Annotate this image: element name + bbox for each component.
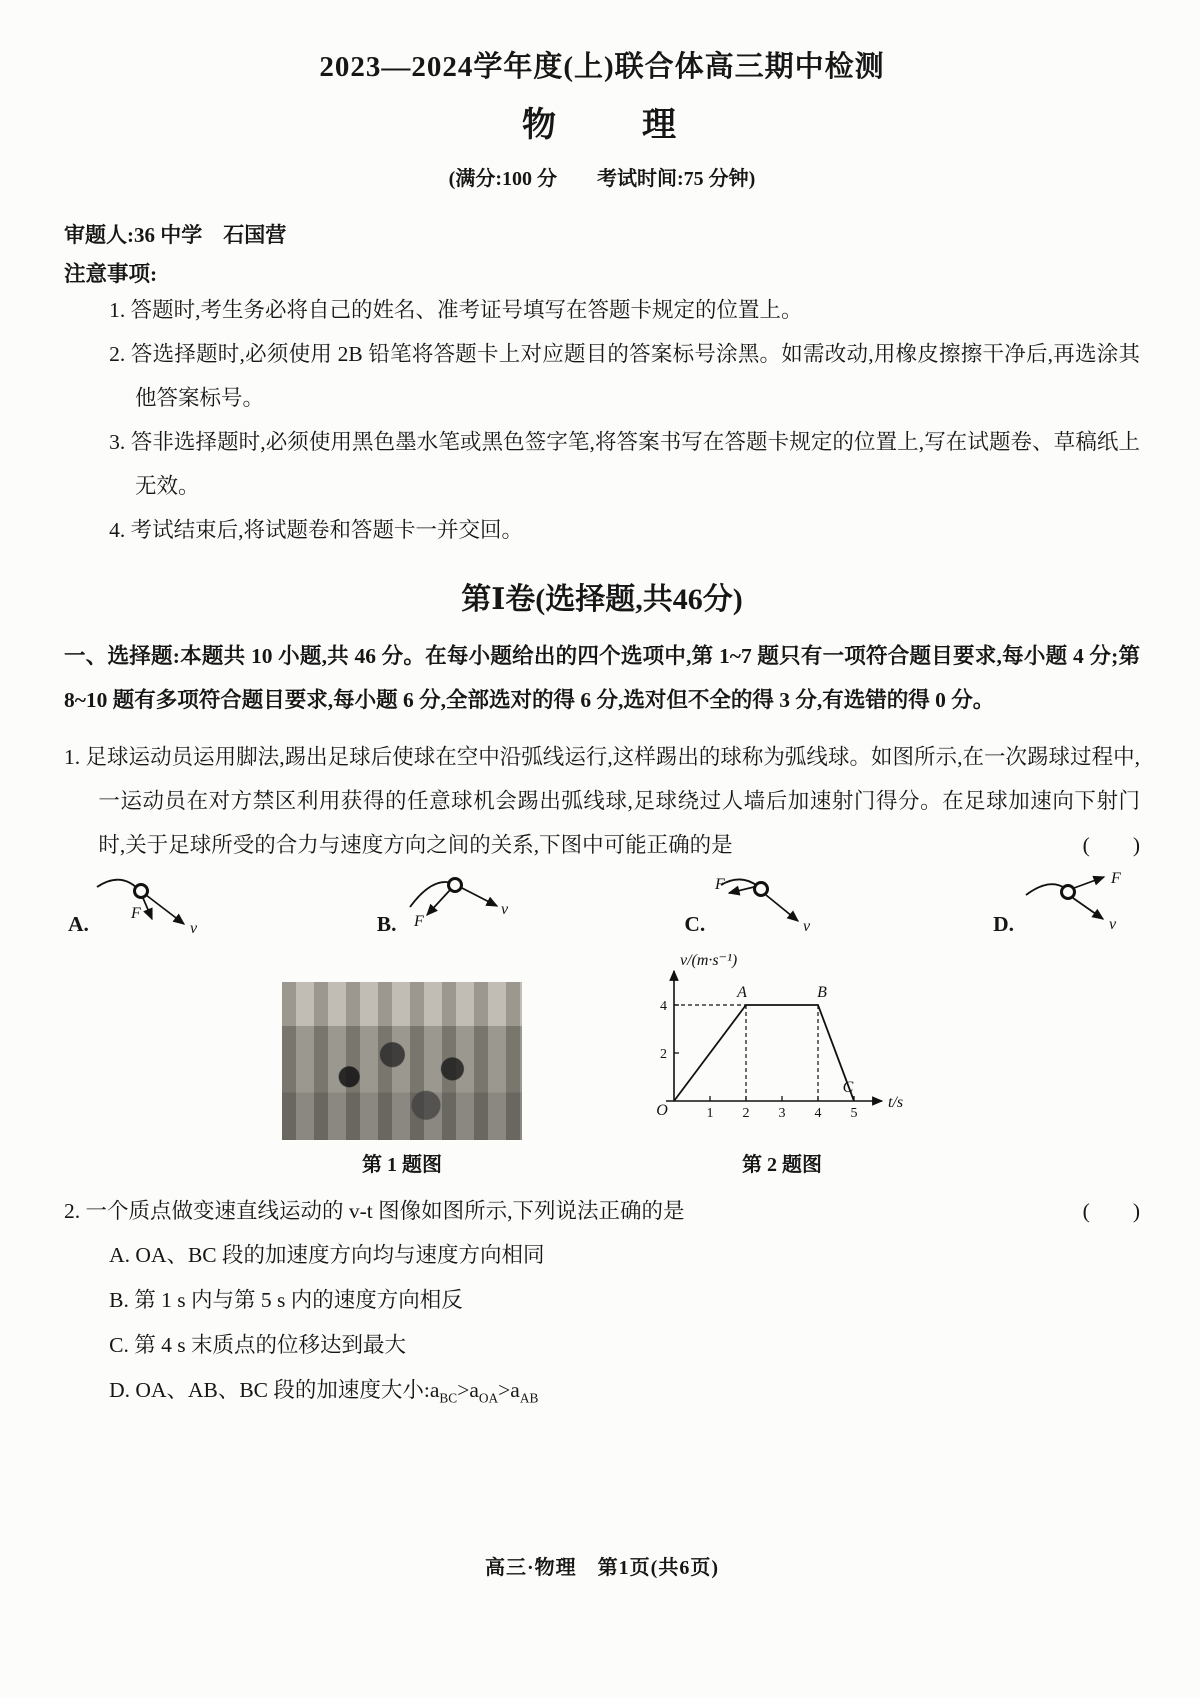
notice-title: 注意事项: [64, 262, 158, 286]
q2-options [64, 1233, 1140, 1414]
question1-figure [282, 982, 522, 1177]
notice-item: 2. 答选择题时,必须使用 2B 铅笔将答题卡上对应题目的答案标号涂黑。如需改动,用橡皮擦擦干净后,再选涂其他答案标号。 [109, 342, 1140, 411]
option-c-diagram [707, 871, 827, 941]
q2-option-b: B. 第 1 s 内与第 5 s 内的速度方向相反 [109, 1287, 463, 1312]
notice-item: 4. 考试结束后,将试题卷和答题卡一并交回。 [109, 518, 524, 543]
question1-body: 1. 足球运动员运用脚法,踢出足球后使球在空中沿弧线运行,这样踢出的球称为弧线球。如图所示,在一次踢球过程中,一运动员在对方禁区利用获得的任意球机会踢出弧线球,足球绕过人墙后加速射门得分。在足球加速向下射门时,关于足球所受的合力与速度方向之间的关系,下图中可能正确的是 [64, 744, 1140, 857]
section1-title: 第Ⅰ卷(选择题,共46分) [461, 583, 743, 617]
page-footer: 高三·物理 第1页(共6页) [485, 1557, 719, 1579]
force-label: F [130, 904, 141, 922]
q1-option-d [993, 871, 1136, 941]
subscript: BC [439, 1390, 458, 1406]
question1-photo [282, 982, 522, 1140]
q2-option-a: A. OA、BC 段的加速度方向均与速度方向相同 [109, 1242, 545, 1267]
x-tick-label: 4 [814, 1105, 822, 1121]
question-2 [64, 1177, 1140, 1414]
q2-option-d-text: >a [457, 1378, 479, 1403]
question1-text [64, 735, 1140, 867]
vt-line [674, 1005, 854, 1101]
soccer-ball-icon [134, 884, 147, 897]
x-tick-label: 1 [706, 1105, 714, 1121]
figure2-caption: 第 2 题图 [742, 1153, 822, 1176]
q2-option-d [64, 1368, 1140, 1413]
velocity-label: v [501, 900, 509, 918]
reviewer-line: 审题人:36 中学 石国营 [64, 223, 287, 247]
figure1-caption: 第 1 题图 [362, 1153, 442, 1176]
trajectory-curve [1026, 884, 1066, 895]
option-b-diagram [398, 871, 518, 941]
y-tick-label: 2 [660, 1046, 667, 1062]
velocity-label: v [803, 917, 811, 935]
figures-row [64, 949, 1140, 1177]
q2-option-d-text: >a [498, 1378, 520, 1403]
q1-option-b [377, 871, 519, 941]
option-d-diagram [1016, 871, 1136, 941]
subscript: OA [478, 1390, 499, 1406]
subscript: AB [519, 1390, 539, 1406]
origin-label: O [656, 1101, 668, 1119]
trajectory-curve [97, 879, 139, 889]
velocity-arrow [766, 895, 798, 921]
velocity-label: v [1108, 915, 1117, 933]
y-tick-label: 4 [660, 998, 667, 1014]
point-b-label: B [817, 983, 827, 1001]
answer-bracket: ( ) [1082, 1198, 1140, 1223]
option-label: B. [376, 911, 397, 936]
point-a-label: A [737, 983, 747, 1001]
q1-option-a [68, 871, 211, 941]
velocity-arrow [462, 888, 497, 906]
question2-text [64, 1189, 1140, 1233]
y-axis-label: v/(m·s⁻¹) [680, 951, 738, 969]
force-label: F [414, 912, 425, 930]
option-label: D. [993, 911, 1014, 936]
velocity-label: v [189, 919, 198, 937]
notice-list [64, 288, 1140, 552]
x-tick-label: 3 [778, 1105, 786, 1121]
q1-option-diagrams [64, 871, 1140, 941]
option-label: C. [684, 911, 706, 936]
soccer-ball-icon [755, 882, 768, 895]
q2-option-c: C. 第 4 s 末质点的位移达到最大 [109, 1333, 406, 1358]
notice-item: 1. 答题时,考生务必将自己的姓名、准考证号填写在答题卡规定的位置上。 [109, 298, 803, 322]
force-arrow [1074, 877, 1104, 888]
question2-figure [642, 949, 922, 1177]
exam-title: 2023—2024学年度(上)联合体高三期中检测 [319, 51, 885, 83]
soccer-ball-icon [1061, 885, 1074, 898]
x-tick-label: 5 [850, 1105, 858, 1121]
x-axis-label: t/s [888, 1093, 904, 1111]
x-tick-label: 2 [742, 1105, 750, 1121]
force-label: F [1110, 870, 1121, 887]
option-a-diagram [91, 871, 211, 941]
option-label: A. [68, 911, 89, 936]
force-arrow [143, 898, 152, 919]
vt-graph [642, 949, 922, 1135]
question-1 [64, 723, 1140, 1177]
exam-meta: (满分:100 分 考试时间:75 分钟) [448, 168, 756, 190]
notice-item: 3. 答非选择题时,必须使用黑色墨水笔或黑色签字笔,将答案书写在答题卡规定的位置上,写在试题卷、草稿纸上无效。 [109, 430, 1140, 499]
answer-bracket: ( ) [1082, 832, 1140, 857]
force-arrow [729, 887, 754, 893]
force-label: F [715, 875, 725, 893]
question2-body: 2. 一个质点做变速直线运动的 v-t 图像如图所示,下列说法正确的是 [64, 1198, 685, 1223]
soccer-ball-icon [449, 878, 462, 891]
trajectory-curve [721, 879, 759, 887]
force-arrow [427, 890, 450, 915]
q2-option-d-text: D. OA、AB、BC 段的加速度大小:a [109, 1378, 440, 1403]
point-c-label: C [842, 1078, 854, 1096]
velocity-arrow [146, 895, 184, 924]
q1-option-c [684, 871, 827, 941]
velocity-arrow [1073, 898, 1103, 919]
subject-title: 物 理 [522, 107, 682, 144]
section1-intro: 一、选择题:本题共 10 小题,共 46 分。在每小题给出的四个选项中,第 1~7 题只有一项符合题目要求,每小题 4 分;第 8~10 题有多项符合题目要求,每小题 6 分,全部选对的得 6 分,选对但不全的得 3 分,有选错的得 0 分。 [64, 644, 1140, 713]
